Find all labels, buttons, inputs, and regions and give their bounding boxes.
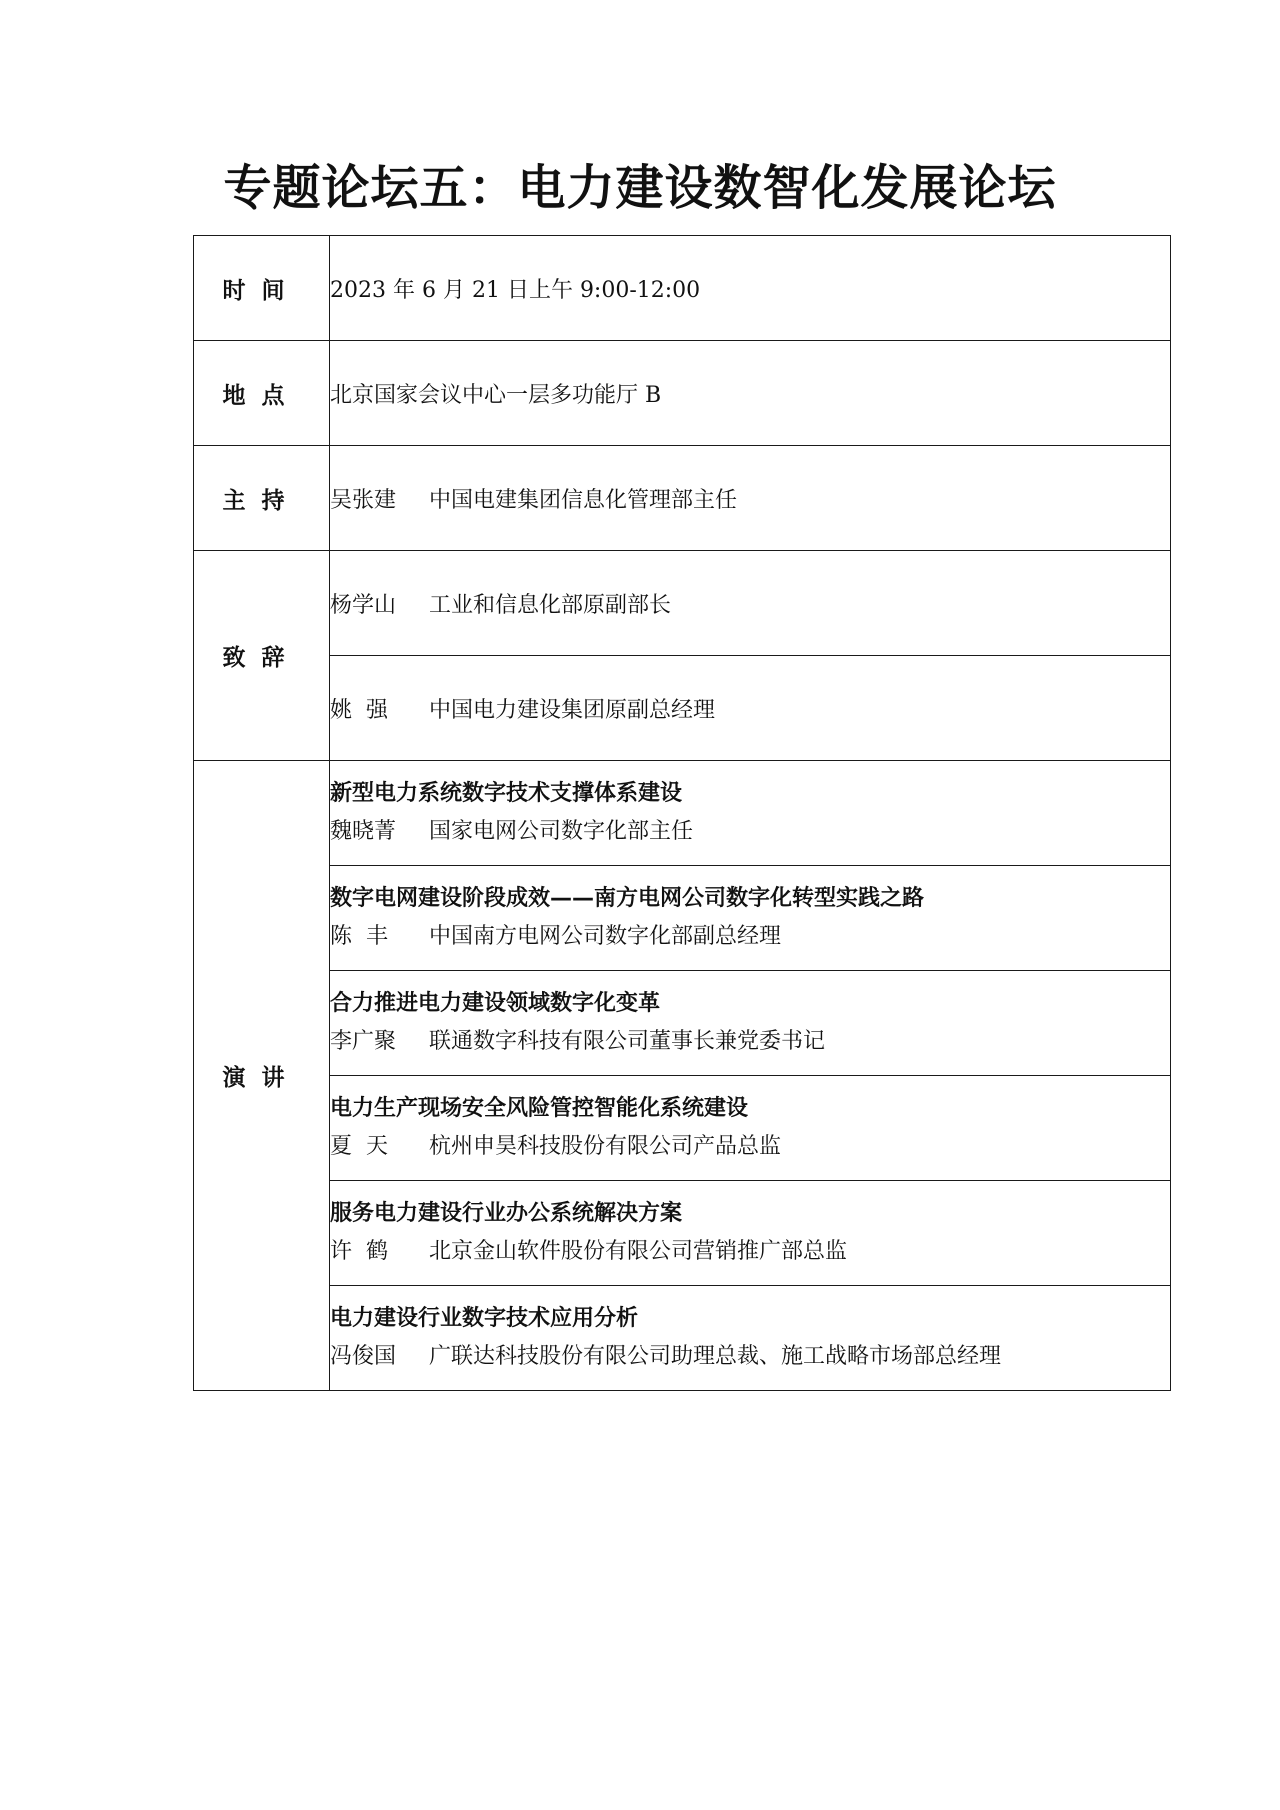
talk-title: 数字电网建设阶段成效——南方电网公司数字化转型实践之路	[330, 886, 925, 911]
talk-speaker-name: 李广聚	[330, 1029, 397, 1054]
address-speaker	[330, 551, 1171, 656]
speeches-label: 演讲	[194, 761, 330, 1391]
talk-speaker-role: 北京金山软件股份有限公司营销推广部总监	[429, 1239, 848, 1264]
place-value: 北京国家会议中心一层多功能厅 B	[330, 341, 1171, 446]
talk-item	[330, 866, 1171, 971]
speech-row	[194, 971, 1171, 1076]
time-value: 2023 年 6 月 21 日上午 9:00-12:00	[330, 236, 1171, 341]
speaker-role: 中国电力建设集团原副总经理	[429, 697, 716, 723]
speech-row	[194, 866, 1171, 971]
speech-row	[194, 1286, 1171, 1391]
talk-item	[330, 1286, 1171, 1391]
page-title: 专题论坛五：电力建设数智化发展论坛	[223, 160, 1057, 216]
talk-speaker-role: 广联达科技股份有限公司助理总裁、施工战略市场部总经理	[429, 1344, 1002, 1369]
talk-speaker-role: 联通数字科技有限公司董事长兼党委书记	[429, 1029, 826, 1054]
host-label: 主持	[194, 446, 330, 551]
talk-item	[330, 761, 1171, 866]
talk-speaker	[330, 1233, 1170, 1271]
place-row	[194, 341, 1171, 446]
talk-item	[330, 971, 1171, 1076]
talk-speaker-name: 魏晓菁	[330, 819, 397, 844]
talk-title: 新型电力系统数字技术支撑体系建设	[330, 781, 683, 806]
host-value	[330, 446, 1171, 551]
talk-item	[330, 1181, 1171, 1286]
talk-title: 电力建设行业数字技术应用分析	[330, 1306, 639, 1331]
speaker-name: 杨学山	[330, 592, 397, 618]
speaker-name: 姚 强	[330, 697, 388, 723]
speaker-role: 工业和信息化部原副部长	[429, 592, 672, 618]
speech-row	[194, 1181, 1171, 1286]
talk-speaker-name: 冯俊国	[330, 1344, 397, 1369]
agenda-table	[193, 235, 1171, 1391]
talk-title: 电力生产现场安全风险管控智能化系统建设	[330, 1096, 749, 1121]
place-label: 地点	[194, 341, 330, 446]
speech-row	[194, 1076, 1171, 1181]
talk-title: 服务电力建设行业办公系统解决方案	[330, 1201, 683, 1226]
talk-speaker	[330, 1338, 1170, 1376]
host-name: 吴张建	[330, 487, 397, 513]
address-speaker	[330, 656, 1171, 761]
address-row	[194, 656, 1171, 761]
address-row	[194, 551, 1171, 656]
time-row	[194, 236, 1171, 341]
talk-item	[330, 1076, 1171, 1181]
talk-speaker-role: 中国南方电网公司数字化部副总经理	[429, 924, 782, 949]
talk-speaker	[330, 918, 1170, 956]
time-label: 时间	[194, 236, 330, 341]
speech-row	[194, 761, 1171, 866]
host-role: 中国电建集团信息化管理部主任	[429, 487, 738, 513]
talk-speaker-role: 国家电网公司数字化部主任	[429, 819, 694, 844]
talk-speaker	[330, 813, 1170, 851]
talk-speaker-name: 许 鹤	[330, 1239, 388, 1264]
address-label: 致辞	[194, 551, 330, 761]
talk-speaker-name: 夏 天	[330, 1134, 388, 1159]
talk-speaker-role: 杭州申昊科技股份有限公司产品总监	[429, 1134, 782, 1159]
talk-speaker	[330, 1023, 1170, 1061]
talk-title: 合力推进电力建设领域数字化变革	[330, 991, 661, 1016]
talk-speaker	[330, 1128, 1170, 1166]
talk-speaker-name: 陈 丰	[330, 924, 388, 949]
host-row	[194, 446, 1171, 551]
